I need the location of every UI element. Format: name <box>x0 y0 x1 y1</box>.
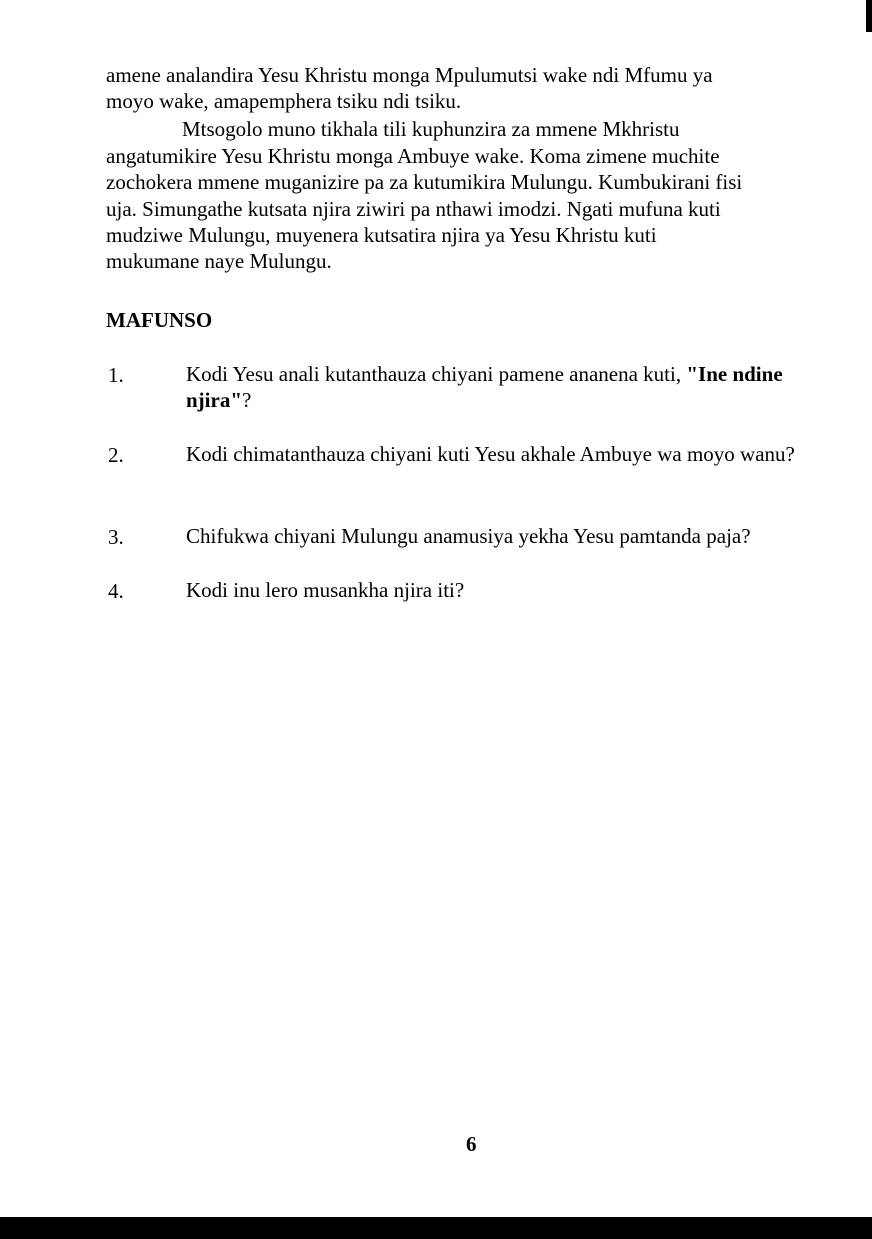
question-number: 1. <box>108 363 124 387</box>
text-line: zochokera mmene muganizire pa za kutumikira Mulungu. Kumbukirani fisi <box>106 170 743 194</box>
text-line: uja. Simungathe kutsata njira ziwiri pa nthawi imodzi. Ngati mufuna kuti <box>106 197 721 221</box>
question-text: Kodi inu lero musankha njira iti? <box>186 578 465 602</box>
question-number: 4. <box>108 579 124 603</box>
question-text-plain: Kodi Yesu anali kutanthauza chiyani pamene ananena kuti, <box>186 362 687 386</box>
text-line: mukumane naye Mulungu. <box>106 249 332 273</box>
text-line: angatumikire Yesu Khristu monga Ambuye wake. Koma zimene muchite <box>106 144 720 168</box>
text-line: amene analandira Yesu Khristu monga Mpulumutsi wake ndi Mfumu ya <box>106 63 713 87</box>
page-number: 6 <box>466 1132 477 1156</box>
question-text: Chifukwa chiyani Mulungu anamusiya yekha Yesu pamtanda paja? <box>186 524 751 548</box>
scan-bottom-band <box>0 1217 872 1239</box>
question-number: 2. <box>108 443 124 467</box>
question-mark: ? <box>242 388 252 412</box>
text-line: moyo wake, amapemphera tsiku ndi tsiku. <box>106 89 462 113</box>
question-quote: "Ine ndine njira" <box>186 362 783 412</box>
text-line: mudziwe Mulungu, muyenera kutsatira njira ya Yesu Khristu kuti <box>106 223 657 247</box>
question-text <box>186 361 826 413</box>
text-line: Mtsogolo muno tikhala tili kuphunzira za mmene Mkhristu <box>182 117 680 141</box>
section-heading: MAFUNSO <box>106 308 213 332</box>
question-number: 3. <box>108 525 124 549</box>
question-text: Kodi chimatanthauza chiyani kuti Yesu akhale Ambuye wa moyo wanu? <box>186 442 795 466</box>
scan-edge-mark <box>866 0 872 32</box>
